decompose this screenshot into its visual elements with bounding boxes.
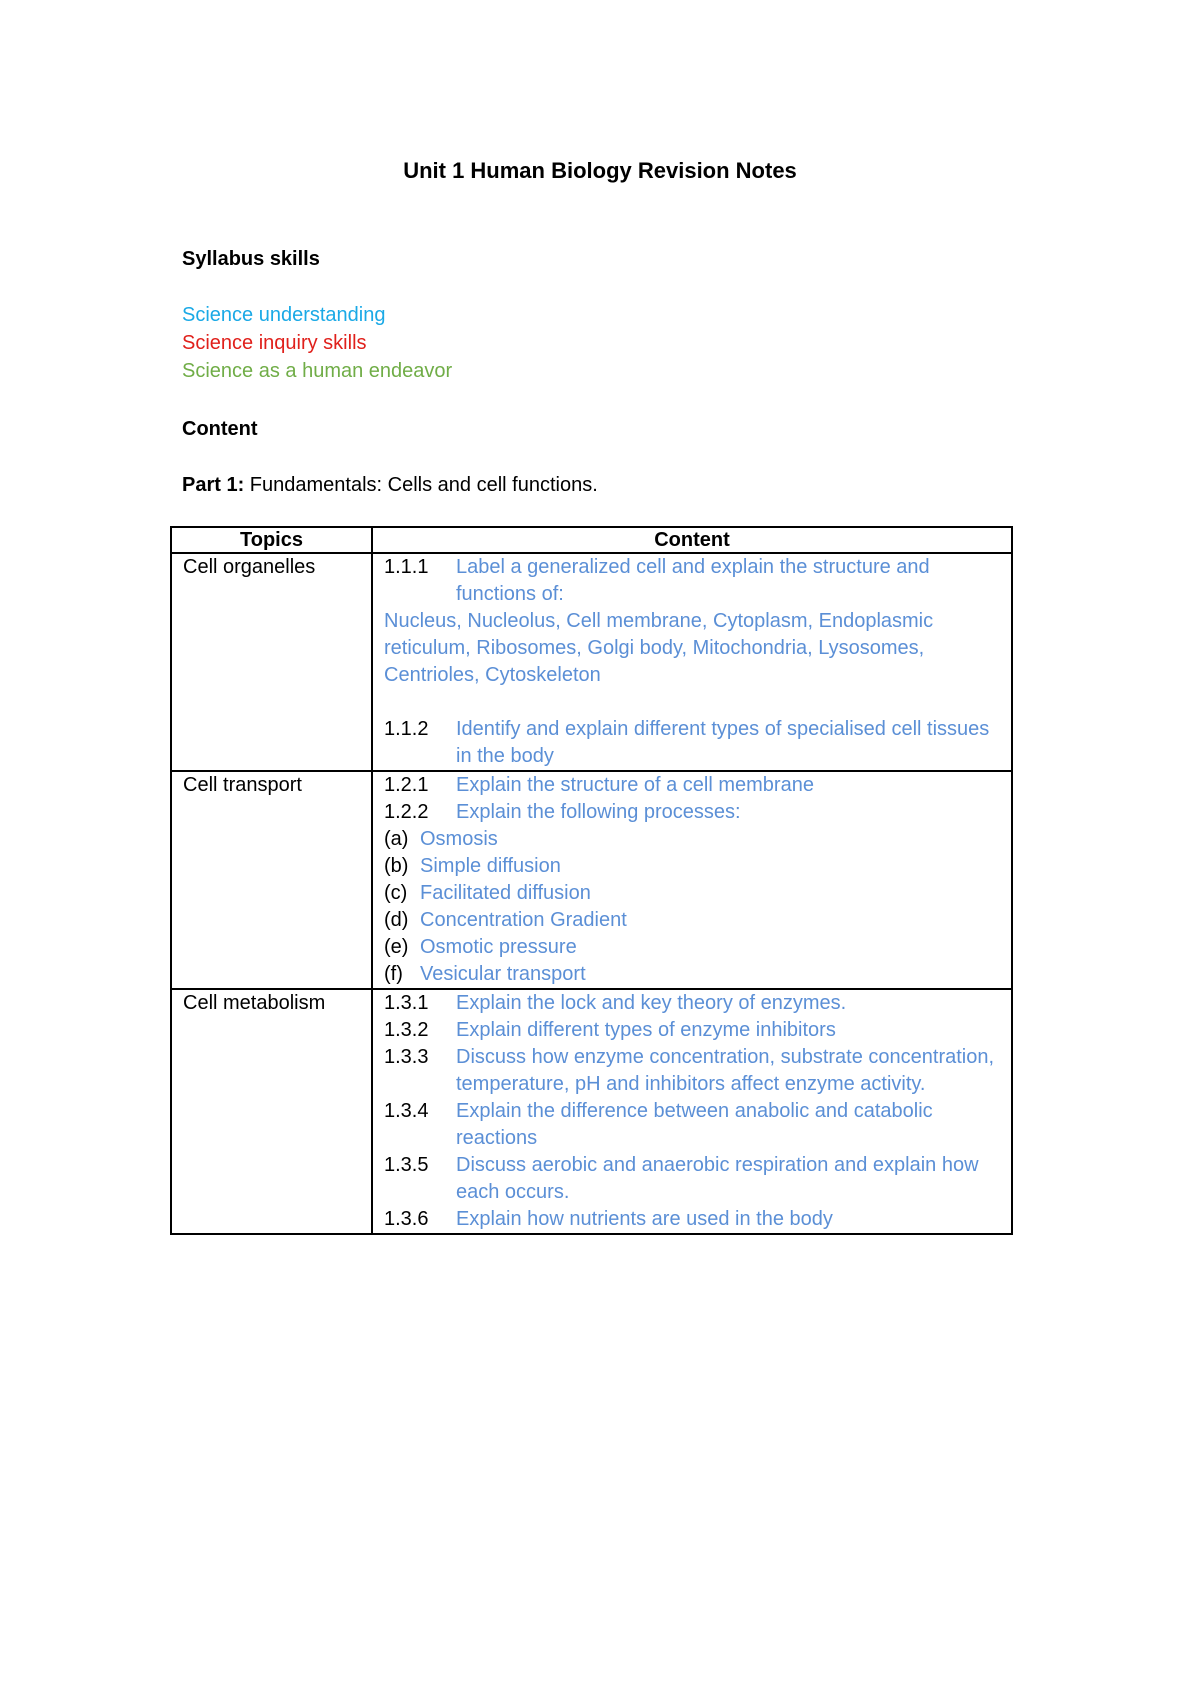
syllabus-table [170, 526, 1013, 1235]
topic-cell: Cell metabolism [171, 989, 372, 1234]
item-text: Identify and explain different types of specialised cell tissues in the body [456, 718, 990, 767]
content-subitem [384, 853, 1003, 880]
content-item [384, 1206, 1003, 1233]
item-number: 1.3.2 [384, 1019, 429, 1041]
header-content: Content [372, 527, 1012, 553]
skill-science-human-endeavor: Science as a human endeavor [182, 360, 453, 382]
content-item [384, 772, 1003, 799]
table-row [171, 771, 1012, 989]
content-item [384, 799, 1003, 826]
item-text: Explain the following processes: [456, 801, 741, 823]
page-title: Unit 1 Human Biology Revision Notes [403, 158, 797, 183]
content-subitem [384, 826, 1003, 853]
syllabus-skills-heading: Syllabus skills [182, 248, 320, 270]
item-number: 1.3.6 [384, 1208, 429, 1230]
part-text: Fundamentals: Cells and cell functions. [244, 474, 598, 496]
subitem-letter: (e) [384, 936, 409, 958]
item-number: 1.3.3 [384, 1046, 429, 1068]
content-item [384, 1044, 1003, 1098]
item-text: Discuss aerobic and anaerobic respiration and explain how each occurs. [456, 1154, 979, 1203]
content-item [384, 554, 1003, 608]
content-subitem [384, 961, 1003, 988]
part-heading [182, 472, 598, 498]
item-text: Explain the lock and key theory of enzymes. [456, 992, 847, 1014]
skill-science-inquiry: Science inquiry skills [182, 332, 367, 354]
subitem-text: Osmotic pressure [420, 936, 577, 958]
table-header-row [171, 527, 1012, 553]
subitem-text: Vesicular transport [420, 963, 586, 985]
subitem-text: Osmosis [420, 828, 498, 850]
skill-science-understanding: Science understanding [182, 304, 386, 326]
content-item [384, 1017, 1003, 1044]
item-text: Explain the difference between anabolic and catabolic reactions [456, 1100, 933, 1149]
item-text: Discuss how enzyme concentration, substrate concentration, temperature, pH and inhibitors affect enzyme activity. [456, 1046, 995, 1095]
table-row [171, 989, 1012, 1234]
subitem-letter: (b) [384, 855, 409, 877]
item-text: Label a generalized cell and explain the structure and functions of: [456, 556, 930, 605]
topic-cell: Cell organelles [171, 553, 372, 771]
content-subitem [384, 880, 1003, 907]
item-number: 1.1.1 [384, 556, 429, 578]
content-item [384, 716, 1003, 770]
subitem-text: Facilitated diffusion [420, 882, 591, 904]
subitem-letter: (f) [384, 963, 403, 985]
item-number: 1.2.2 [384, 801, 429, 823]
table-row [171, 553, 1012, 771]
content-subitem [384, 907, 1003, 934]
content-cell [372, 553, 1012, 771]
content-heading: Content [182, 418, 258, 440]
subitem-text: Concentration Gradient [420, 909, 627, 931]
topic-cell: Cell transport [171, 771, 372, 989]
part-label: Part 1: [182, 474, 245, 496]
content-cell [372, 771, 1012, 989]
item-number: 1.3.5 [384, 1154, 429, 1176]
content-item [384, 1152, 1003, 1206]
item-number: 1.3.1 [384, 992, 429, 1014]
content-item [384, 1098, 1003, 1152]
item-text: Explain how nutrients are used in the body [456, 1208, 833, 1230]
subitem-letter: (d) [384, 909, 409, 931]
item-number: 1.3.4 [384, 1100, 429, 1122]
item-number: 1.2.1 [384, 774, 429, 796]
item-text: Explain different types of enzyme inhibitors [456, 1019, 836, 1041]
subitem-text: Simple diffusion [420, 855, 561, 877]
content-cell [372, 989, 1012, 1234]
subitem-letter: (a) [384, 828, 409, 850]
header-topics: Topics [171, 527, 372, 553]
content-item [384, 990, 1003, 1017]
item-number: 1.1.2 [384, 718, 429, 740]
item-text: Explain the structure of a cell membrane [456, 774, 814, 796]
subitem-letter: (c) [384, 882, 408, 904]
organelle-list: Nucleus, Nucleolus, Cell membrane, Cytoplasm, Endoplasmic reticulum, Ribosomes, Golgi body, Mitochondria, Lysosomes, Centrioles, Cytoskeleton [384, 610, 934, 686]
content-subitem [384, 934, 1003, 961]
